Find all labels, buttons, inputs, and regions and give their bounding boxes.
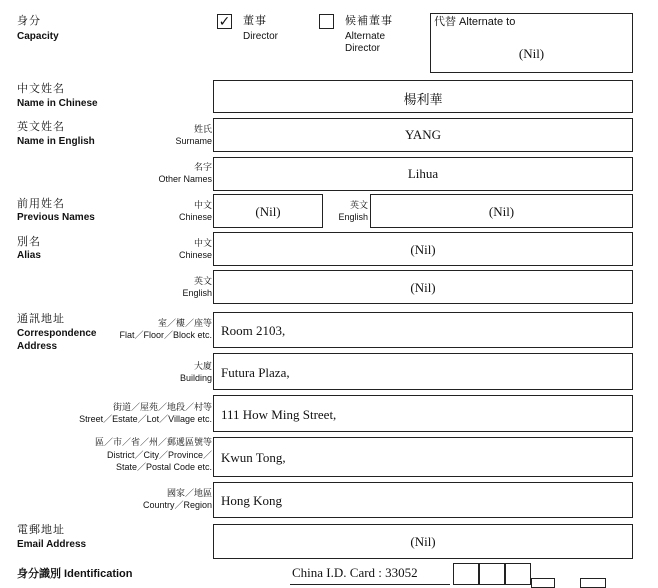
district-field[interactable]: [213, 437, 633, 477]
building-value: Futura Plaza,: [221, 365, 290, 380]
alternate-to-box[interactable]: [430, 13, 633, 73]
surname-label-en: Surname: [175, 136, 212, 146]
email-label-en: Email Address: [17, 539, 87, 550]
previous-english-field[interactable]: [370, 194, 633, 228]
alternate-director-label-zh: 候補董事: [345, 15, 393, 27]
alternate-director-label-en-2: Director: [345, 43, 381, 54]
alternate-to-label: 代替 Alternate to: [434, 16, 516, 28]
surname-label-zh: 姓氏: [193, 124, 212, 134]
country-label-en: Country／Region: [142, 500, 212, 510]
alias-label-zh: 別名: [17, 236, 41, 248]
district-label-en-2: State／Postal Code etc.: [115, 462, 212, 472]
building-label-zh: 大廈: [193, 361, 212, 371]
previous-chinese-field[interactable]: [213, 194, 323, 228]
capacity-label-en: Capacity: [17, 31, 59, 42]
district-label-en-1: District／City／Province／: [106, 450, 212, 460]
alias-chinese-label-zh: 中文: [193, 238, 212, 248]
flat-label-en: Flat／Floor／Block etc.: [119, 330, 212, 340]
identification-value: China I.D. Card : 33052: [292, 565, 418, 580]
country-label-zh: 國家／地區: [166, 488, 212, 498]
previous-chinese-value: (Nil): [255, 204, 281, 219]
flat-field[interactable]: [213, 312, 633, 348]
director-checkbox[interactable]: ✓: [218, 13, 231, 29]
previous-chinese-label-zh: 中文: [193, 200, 212, 210]
id-digit-box-3[interactable]: [505, 563, 531, 585]
id-digit-box-5[interactable]: [580, 578, 606, 588]
street-value: 111 How Ming Street,: [221, 407, 337, 422]
name-english-label-en: Name in English: [17, 136, 95, 147]
alias-english-label-en: English: [182, 288, 212, 298]
id-digit-box-4[interactable]: [531, 578, 555, 588]
capacity-label-zh: 身分: [17, 15, 41, 27]
name-chinese-label-zh: 中文姓名: [17, 83, 65, 95]
flat-value: Room 2103,: [221, 323, 286, 338]
previous-english-value: (Nil): [488, 204, 515, 219]
country-value: Hong Kong: [221, 493, 283, 508]
previous-names-label-zh: 前用姓名: [17, 198, 65, 210]
previous-english-label-zh: 英文: [349, 200, 368, 210]
name-chinese-value: 楊利華: [403, 93, 443, 108]
surname-field[interactable]: [213, 118, 633, 152]
building-label-en: Building: [179, 373, 212, 383]
alias-label-en: Alias: [17, 250, 41, 261]
alias-english-value: (Nil): [410, 280, 436, 295]
alternate-director-label-en-1: Alternate: [345, 31, 386, 42]
identification-label: 身分識別 Identification: [17, 568, 133, 580]
other-names-value: Lihua: [407, 166, 439, 181]
street-label-zh: 街道／屋苑／地段／村等: [112, 402, 212, 412]
id-digit-box-1[interactable]: [453, 563, 479, 585]
email-value: (Nil): [410, 534, 436, 549]
email-field[interactable]: [213, 524, 633, 559]
other-names-label-en: Other Names: [158, 174, 212, 184]
address-label-en-2: Address: [17, 341, 58, 352]
previous-english-label-en: English: [338, 212, 368, 222]
alternate-director-checkbox[interactable]: [319, 14, 334, 29]
street-label-en: Street／Estate／Lot／Village etc.: [79, 414, 212, 424]
alias-english-field[interactable]: [213, 270, 633, 304]
id-digit-box-2[interactable]: [479, 563, 505, 585]
other-names-field[interactable]: [213, 157, 633, 191]
flat-label-zh: 室／樓／座等: [157, 318, 212, 328]
address-label-zh: 通訊地址: [17, 313, 65, 325]
director-label-en: Director: [243, 31, 279, 42]
alternate-to-value: (Nil): [518, 46, 545, 61]
alias-english-label-zh: 英文: [193, 276, 212, 286]
previous-names-label-en: Previous Names: [17, 212, 95, 223]
country-field[interactable]: [213, 482, 633, 518]
name-english-label-zh: 英文姓名: [17, 121, 65, 133]
address-label-en-1: Correspondence: [17, 328, 97, 339]
alias-chinese-value: (Nil): [410, 242, 436, 257]
other-names-label-zh: 名字: [193, 162, 212, 172]
director-label-zh: 董事: [243, 15, 267, 27]
name-chinese-label-en: Name in Chinese: [17, 98, 98, 109]
previous-chinese-label-en: Chinese: [178, 212, 212, 222]
district-value: Kwun Tong,: [221, 450, 286, 465]
street-field[interactable]: [213, 395, 633, 432]
name-chinese-field[interactable]: [213, 80, 633, 113]
alias-chinese-label-en: Chinese: [178, 250, 212, 260]
alias-chinese-field[interactable]: [213, 232, 633, 266]
surname-value: YANG: [404, 127, 442, 142]
district-label-zh: 區／市／省／州／郵遞區號等: [94, 437, 212, 447]
email-label-zh: 電郵地址: [17, 524, 65, 536]
building-field[interactable]: [213, 353, 633, 390]
